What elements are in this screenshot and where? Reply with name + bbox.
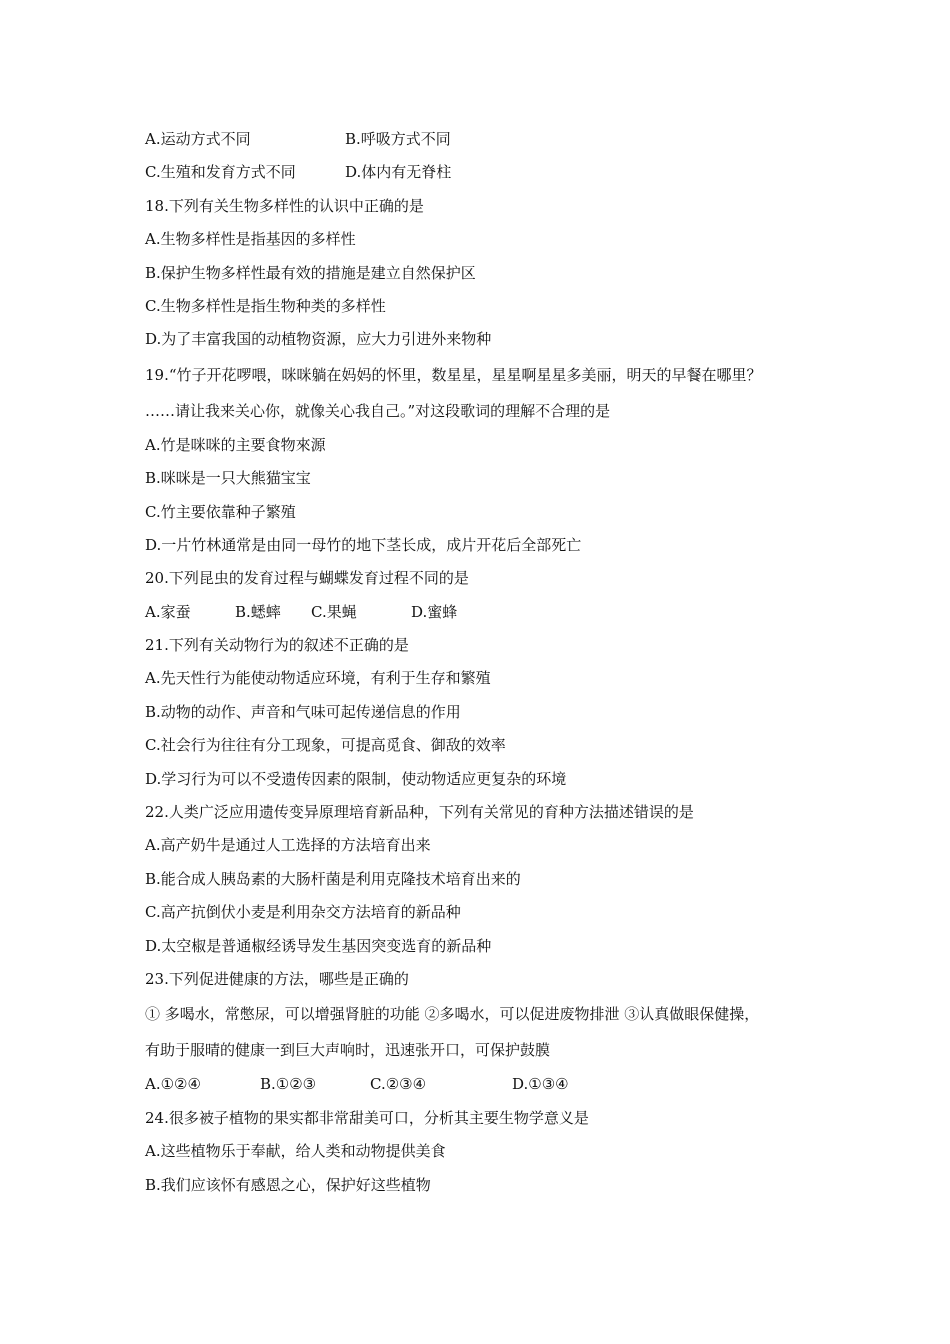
- q19-stem-line-2: ……请让我来关心你，就像关心我自己。”对这段歌词的理解不合理的是: [145, 401, 611, 420]
- q20-option-d: D.蜜蜂: [411, 602, 458, 621]
- q23-option-a: A.①②④: [145, 1075, 201, 1094]
- q21-option-c: C.社会行为往往有分工现象，可提高觅食、御敌的效率: [145, 736, 506, 755]
- q17-options-row-2: [145, 156, 835, 189]
- q23-option-c: C.②③④: [370, 1075, 427, 1094]
- q17-option-a: A.运动方式不同: [145, 130, 251, 148]
- q21-option-d: D.学习行为可以不受遗传因素的限制，使动物适应更复杂的环境: [145, 769, 567, 788]
- q21-stem: 21.下列有关动物行为的叙述不正确的是: [145, 636, 409, 655]
- q19-stem-line-1: 19.“竹子开花啰喂，咪咪躺在妈妈的怀里，数星星，星星啊星星多美丽，明天的早餐在哪里？: [145, 365, 762, 384]
- question-list: [145, 123, 835, 1202]
- q17-option-c: C.生殖和发育方式不同: [145, 163, 296, 182]
- q23-options-row: [145, 1068, 835, 1101]
- q24-option-a: A.这些植物乐于奉献，给人类和动物提供美食: [145, 1142, 446, 1161]
- q17-option-b: B.呼吸方式不同: [345, 130, 451, 148]
- q18-option-b: B.保护生物多样性最有效的措施是建立自然保护区: [145, 263, 476, 282]
- q18-option-d: D.为了丰富我国的动植物资源，应大力引进外来物种: [145, 330, 492, 349]
- q22-option-b: B.能合成人胰岛素的大肠杆菌是利用克隆技术培育出来的: [145, 869, 521, 888]
- q23-items-line-1: ① 多喝水，常憋尿，可以增强肾脏的功能 ②多喝水，可以促进废物排泄 ③认真做眼保健操，: [145, 1005, 760, 1024]
- q18-stem: 18.下列有关生物多样性的认识中正确的是: [145, 196, 424, 215]
- q22-stem: 22.人类广泛应用遗传变异原理培育新品种，下列有关常见的育种方法描述错误的是: [145, 803, 694, 822]
- q23-option-d: D.①③④: [512, 1075, 569, 1094]
- q19-option-d: D.一片竹林通常是由同一母竹的地下茎长成，成片开花后全部死亡: [145, 535, 582, 554]
- q20-stem: 20.下列昆虫的发育过程与蝴蝶发育过程不同的是: [145, 569, 469, 588]
- q19-option-c: C.竹主要依靠种子繁殖: [145, 502, 296, 521]
- q20-option-b: B.蟋蟀: [235, 602, 281, 621]
- q17-option-d: D.体内有无脊柱: [345, 163, 452, 182]
- q22-option-d: D.太空椒是普通椒经诱导发生基因突变选育的新品种: [145, 936, 492, 955]
- q20-options-row: [145, 596, 835, 629]
- q20-option-a: A.家蚕: [145, 602, 191, 621]
- q21-option-b: B.动物的动作、声音和气味可起传递信息的作用: [145, 702, 461, 721]
- q23-stem: 23.下列促进健康的方法，哪些是正确的: [145, 969, 409, 988]
- q24-stem: 24.很多被子植物的果实都非常甜美可口，分析其主要生物学意义是: [145, 1108, 589, 1127]
- q18-option-c: C.生物多样性是指生物种类的多样性: [145, 296, 386, 315]
- q24-option-b: B.我们应该怀有感恩之心，保护好这些植物: [145, 1175, 431, 1194]
- q18-option-a: A.生物多样性是指基因的多样性: [145, 230, 356, 249]
- q23-option-b: B.①②③: [260, 1075, 317, 1094]
- q19-option-a: A.竹是咪咪的主要食物來源: [145, 435, 326, 454]
- q17-options-row-1: [145, 123, 835, 156]
- q19-option-b: B.咪咪是一只大熊猫宝宝: [145, 469, 311, 488]
- q22-option-a: A.高产奶牛是通过人工选择的方法培育出来: [145, 836, 431, 855]
- q21-option-a: A.先天性行为能使动物适应环境，有利于生存和繁殖: [145, 669, 491, 688]
- q22-option-c: C.高产抗倒伏小麦是利用杂交方法培育的新品种: [145, 903, 461, 922]
- q23-items-line-2: 有助于服晴的健康一到巨大声响时，迅速张开口，可保护鼓膜: [145, 1041, 551, 1060]
- q20-option-c: C.果蝇: [311, 602, 357, 621]
